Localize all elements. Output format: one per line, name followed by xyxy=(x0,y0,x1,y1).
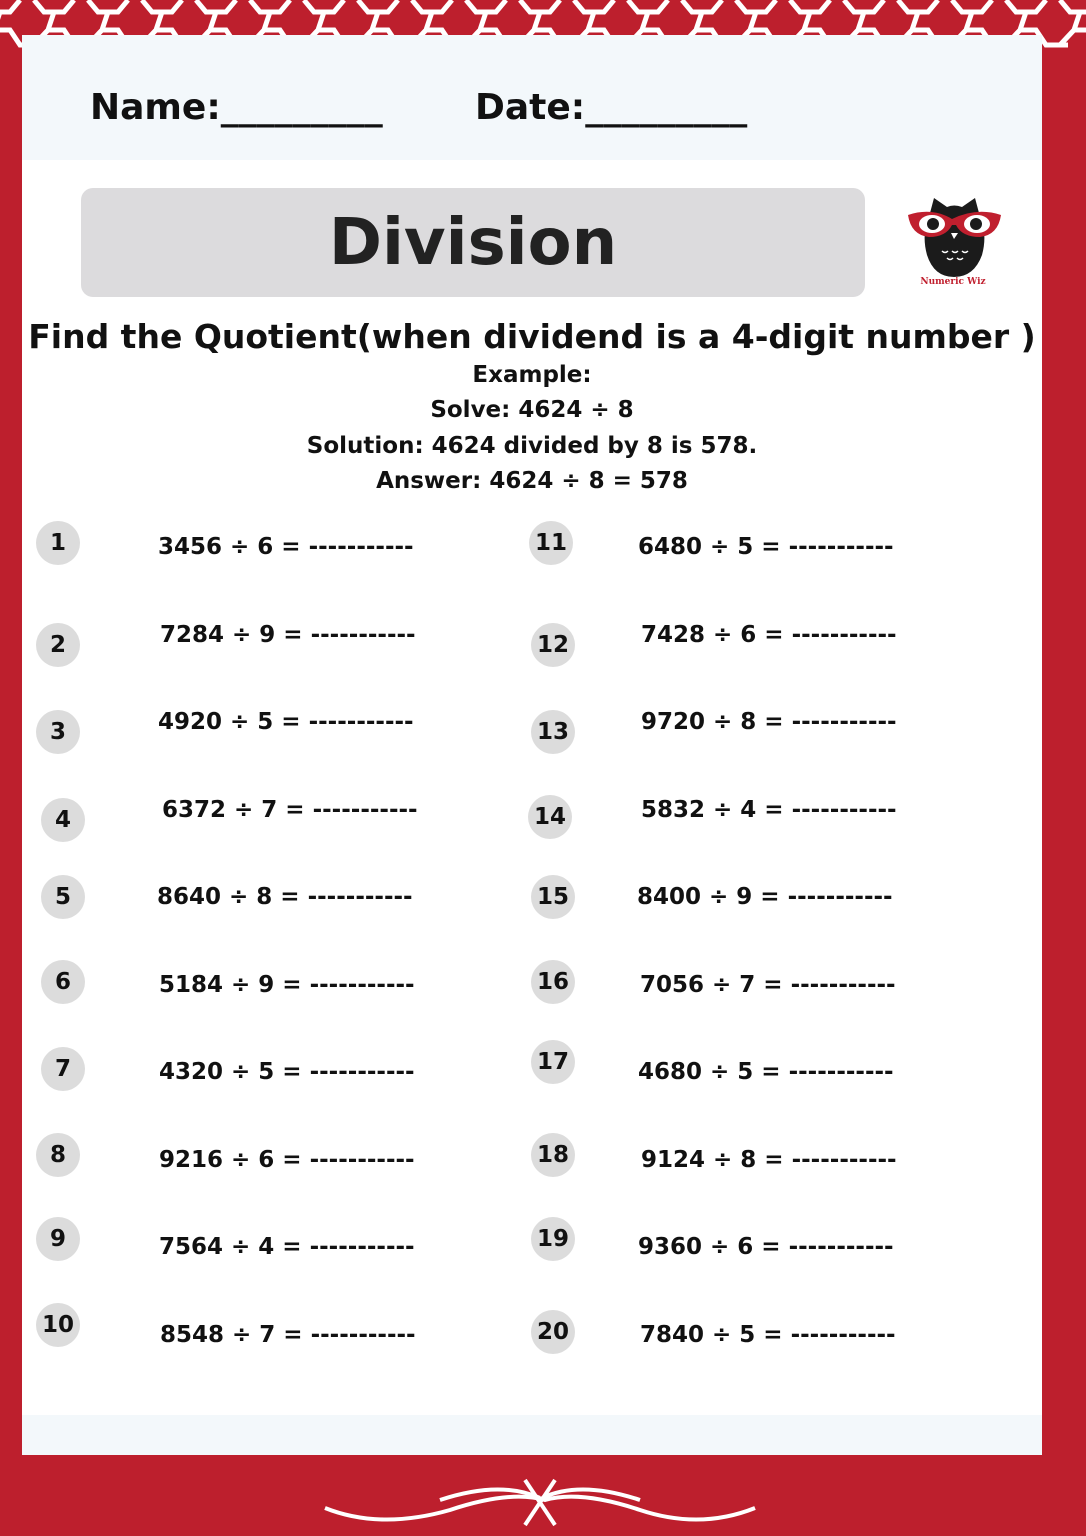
problem-question[interactable]: 7564 ÷ 4 = ----------- xyxy=(159,1234,415,1260)
problem-question[interactable]: 8400 ÷ 9 = ----------- xyxy=(637,884,893,910)
problem-number-badge: 6 xyxy=(41,960,85,1004)
problem-question[interactable]: 7428 ÷ 6 = ----------- xyxy=(641,622,897,648)
problem-number-badge: 12 xyxy=(531,623,575,667)
problem-question[interactable]: 4320 ÷ 5 = ----------- xyxy=(159,1059,415,1085)
problem-question[interactable]: 9720 ÷ 8 = ----------- xyxy=(641,709,897,735)
problem-question[interactable]: 8548 ÷ 7 = ----------- xyxy=(160,1322,416,1348)
example-solution: Solution: 4624 divided by 8 is 578. xyxy=(306,433,758,459)
problem-number-badge: 9 xyxy=(36,1217,80,1261)
problem-number-badge: 13 xyxy=(531,710,575,754)
problem-number-badge: 4 xyxy=(41,798,85,842)
page-title: Division xyxy=(81,188,865,297)
problem-question[interactable]: 4680 ÷ 5 = ----------- xyxy=(638,1059,894,1085)
problem-question[interactable]: 9216 ÷ 6 = ----------- xyxy=(159,1147,415,1173)
problem-number-badge: 15 xyxy=(531,875,575,919)
problem-number-badge: 20 xyxy=(531,1310,575,1354)
example-solve: Solve: 4624 ÷ 8 xyxy=(430,397,634,423)
problem-question[interactable]: 5184 ÷ 9 = ----------- xyxy=(159,972,415,998)
problem-question[interactable]: 9124 ÷ 8 = ----------- xyxy=(641,1147,897,1173)
worksheet-sheet xyxy=(22,35,1042,1455)
swirl-ornament xyxy=(320,1470,760,1536)
problem-question[interactable]: 7840 ÷ 5 = ----------- xyxy=(640,1322,896,1348)
problem-number-badge: 1 xyxy=(36,521,80,565)
problem-number-badge: 2 xyxy=(36,623,80,667)
problem-number-badge: 5 xyxy=(41,875,85,919)
problem-question[interactable]: 7284 ÷ 9 = ----------- xyxy=(160,622,416,648)
problem-question[interactable]: 6480 ÷ 5 = ----------- xyxy=(638,534,894,560)
name-field[interactable]: Name:_________ xyxy=(90,87,383,128)
problem-number-badge: 7 xyxy=(41,1047,85,1091)
example-answer: Answer: 4624 ÷ 8 = 578 xyxy=(376,468,688,494)
problem-number-badge: 11 xyxy=(529,521,573,565)
problem-number-badge: 18 xyxy=(531,1133,575,1177)
problem-number-badge: 8 xyxy=(36,1133,80,1177)
problem-question[interactable]: 7056 ÷ 7 = ----------- xyxy=(640,972,896,998)
example-label: Example: xyxy=(472,362,592,388)
logo-text: Numeric Wiz xyxy=(920,277,986,287)
footer-band xyxy=(22,1415,1042,1455)
problem-question[interactable]: 8640 ÷ 8 = ----------- xyxy=(157,884,413,910)
date-field[interactable]: Date:_________ xyxy=(475,87,748,128)
problem-number-badge: 19 xyxy=(531,1217,575,1261)
instructions-heading: Find the Quotient(when dividend is a 4-digit number ) xyxy=(28,317,1036,356)
problem-question[interactable]: 3456 ÷ 6 = ----------- xyxy=(158,534,414,560)
problem-question[interactable]: 4920 ÷ 5 = ----------- xyxy=(158,709,414,735)
problem-number-badge: 10 xyxy=(36,1303,80,1347)
problem-number-badge: 16 xyxy=(531,960,575,1004)
problem-number-badge: 14 xyxy=(528,795,572,839)
problem-number-badge: 3 xyxy=(36,710,80,754)
problem-question[interactable]: 6372 ÷ 7 = ----------- xyxy=(162,797,418,823)
problem-question[interactable]: 5832 ÷ 4 = ----------- xyxy=(641,797,897,823)
problem-number-badge: 17 xyxy=(531,1040,575,1084)
problem-question[interactable]: 9360 ÷ 6 = ----------- xyxy=(638,1234,894,1260)
